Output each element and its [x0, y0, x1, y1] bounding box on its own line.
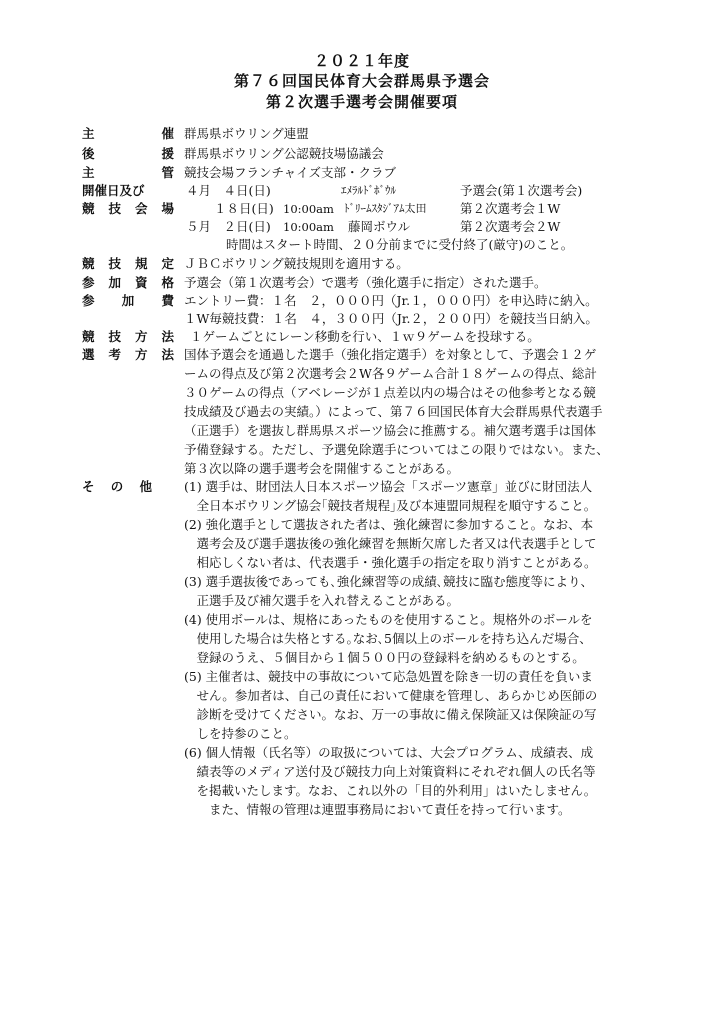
schedule-time: 10:00am: [283, 202, 334, 216]
shukan-value: 競技会場フランチャイズ支部・クラブ: [184, 165, 397, 180]
label-kaijo: 競 技 会 場: [82, 201, 174, 216]
senko-line: 国体予選会を通過した選手（強化指定選手）を対象として、予選会１２ゲ: [184, 347, 597, 362]
sonota-line: (1) 選手は、財団法人日本スポーツ協会「スポーツ憲章」並びに財団法人: [184, 479, 593, 494]
label-kitei: 競 技 規 定: [82, 256, 174, 271]
sonota-line: (5) 主催者は、競技中の事故について応急処置を除き一切の責任を負いま: [184, 669, 593, 684]
schedule-note: 時間はスタート時間、２０分前までに受付終了(厳守)のこと。: [226, 237, 574, 252]
label-houhou: 競 技 方 法: [82, 329, 174, 344]
senko-line: 第３次以降の選手選考会を開催することがある。: [184, 461, 460, 476]
sonota-line: (4) 使用ボールは、規格にあったものを使用すること。規格外のボールを: [184, 612, 593, 627]
sonota-line: しを持参のこと。: [184, 726, 297, 741]
schedule-venue: ｴﾒﾗﾙﾄﾞﾎﾞｳﾙ: [341, 184, 396, 197]
label-senko: 選 考 方 法: [82, 347, 174, 362]
houhou-value: １ゲームごとにレーン移動を行い、１ｗ９ゲームを投球する。: [190, 329, 540, 344]
sankahi-line: １W毎競技費：１名 ４，３００円（Jr.２，２００円）を競技当日納入。: [184, 311, 598, 326]
shusai-value: 群馬県ボウリング連盟: [184, 126, 309, 141]
sonota-line: 選考会及び選手選抜後の強化練習を無断欠席した者又は代表選手として: [184, 536, 597, 551]
senko-line: 技成績及び過去の実績。）によって、第７６回国民体育大会群馬県代表選手: [184, 404, 603, 419]
senko-line: （正選手）を選抜し群馬県スポーツ協会に推薦する。補欠選考選手は国体: [184, 423, 597, 438]
sonota-line: 正選手及び補欠選手を入れ替えることがある。: [184, 593, 460, 608]
schedule-event: 第２次選考会１W: [460, 201, 561, 216]
label-sankahi: 参 加 費: [82, 293, 174, 308]
sonota-line: (6) 個人情報（氏名等）の取扱については、大会プログラム、成績表、成: [184, 745, 594, 760]
senko-line: ームの得点及び第２次選考会２W各９ゲーム合計１８ゲームの得点、総計: [184, 366, 597, 381]
kitei-value: ＪＢＣボウリング競技規則を適用する。: [184, 256, 409, 271]
schedule-date: ４月 ４日(日): [186, 183, 271, 198]
sankahi-line: エントリー費：１名 ２，０００円（Jr.１，０００円）を申込時に納入。: [184, 293, 598, 308]
label-kouen: 後 援: [82, 146, 174, 161]
title-main: 第７６回国民体育大会群馬県予選会: [233, 72, 490, 90]
sonota-line: 全日本ボウリング協会｢競技者規程｣及び本連盟同規程を順守すること。: [184, 498, 597, 513]
sonota-line: (3) 選手選抜後であっても､強化練習等の成績､競技に臨む態度等により、: [184, 574, 594, 589]
schedule-venue: ﾄﾞﾘｰﾑｽﾀｼﾞｱﾑ太田: [344, 202, 427, 215]
schedule-venue: 藤岡ボウル: [348, 219, 411, 234]
label-sonota: そ の 他: [82, 479, 152, 494]
sonota-line: 使用した場合は失格とする｡なお､5個以上のボールを持ち込んだ場合、: [184, 631, 592, 646]
schedule-date: ５月 ２日(日): [186, 219, 271, 234]
senko-line: 予備登録する。ただし、予選免除選手についてはこの限りではない。また、: [184, 442, 609, 457]
sonota-line: 診断を受けてください。なお、万一の事故に備え保険証又は保険証の写: [184, 707, 597, 722]
sonota-line: 登録のうえ、５個目から１個５００円の登録料を納めるものとする。: [184, 650, 585, 665]
title-sub: 第２次選手選考会開催要項: [265, 93, 458, 111]
sonota-line: (2) 強化選手として選抜された者は、強化練習に参加すること。なお、本: [184, 517, 594, 532]
schedule-date: １８日(日): [214, 201, 274, 216]
senko-line: ３０ゲームの得点（アベレージが１点差以内の場合はその他参考となる競: [184, 385, 596, 400]
kouen-value: 群馬県ボウリング公認競技場協議会: [184, 146, 384, 161]
label-shukan: 主 管: [82, 165, 174, 180]
sonota-line: を掲載いたします。なお、これ以外の「目的外利用」はいたしません。: [184, 783, 597, 798]
title-year: ２０２１年度: [313, 52, 410, 70]
shikaku-value: 予選会（第１次選考会）で選考（強化選手に指定）された選手。: [184, 275, 547, 290]
label-shusai: 主 催: [82, 126, 174, 141]
sonota-line: 相応しくない者は、代表選手・強化選手の指定を取り消すことがある。: [184, 555, 597, 570]
sonota-line: また、情報の管理は連盟事務局において責任を持って行います。: [184, 802, 571, 817]
label-shikaku: 参 加 資 格: [82, 275, 174, 290]
sonota-line: 績表等のメディア送付及び競技力向上対策資料にそれぞれ個人の氏名等: [184, 764, 596, 779]
schedule-event: 第２次選考会２W: [460, 219, 561, 234]
sonota-line: せん。参加者は、自己の責任において健康を管理し、あらかじめ医師の: [184, 688, 598, 703]
label-kaisai: 開催日及び: [82, 183, 145, 198]
schedule-event: 予選会(第１次選考会): [460, 183, 583, 198]
schedule-time: 10:00am: [283, 220, 334, 234]
